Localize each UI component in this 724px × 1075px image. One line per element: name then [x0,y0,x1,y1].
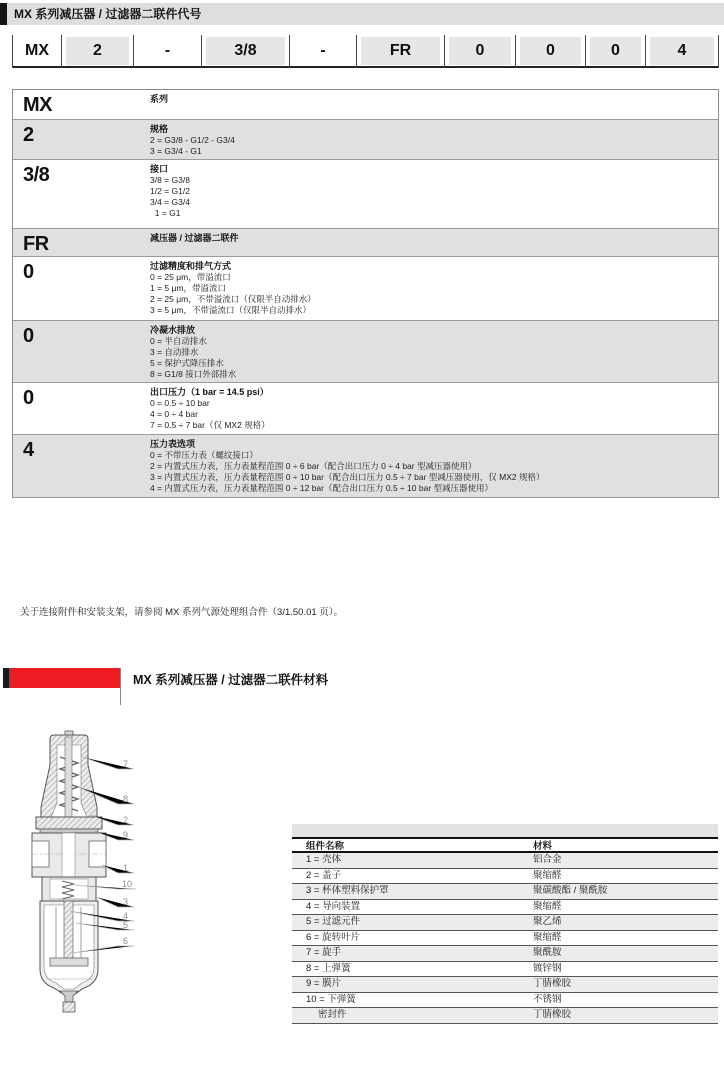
technical-drawing [10,725,160,1015]
drawing-callout: 10 [122,879,133,889]
material-name: 2 = 盖子 [306,869,342,881]
code-title: 出口压力（1 bar = 14.5 psi） [150,387,269,397]
materials-row [292,962,718,978]
order-code-cell [12,35,62,68]
code-option: 1 = 5 μm，带溢流口 [150,283,226,293]
code-value: 0 [23,261,34,283]
materials-header-name: 组件名称 [306,841,345,852]
materials-header-material: 材料 [533,841,553,852]
section-divider-line [120,668,121,705]
code-option: 2 = G3/8 - G1/2 - G3/4 [150,135,235,145]
code-option: 3/8 = G3/8 [150,175,190,185]
code-value: 0 [23,325,34,347]
code-option: 4 = 内置式压力表，压力表量程范围 0 ÷ 12 bar（配合出口压力 0.5 ÷ 10 bar 型减压器使用） [150,483,494,493]
order-code-box [206,37,285,65]
materials-row [292,853,718,869]
code-description [148,383,718,434]
material-value: 聚缩醛 [533,900,562,912]
code-option: 0 = 不带压力表（螺纹接口） [150,450,258,460]
order-code-box [449,37,511,65]
code-row [13,120,718,160]
materials-row [292,884,718,900]
material-value: 聚酰胺 [533,947,562,958]
material-value: 聚乙烯 [533,916,562,927]
material-name: 8 = 上弹簧 [306,962,351,974]
code-row [13,383,718,435]
note-text: 关于连接附件和安装支架，请参阅 MX 系列气源处理组合件（3/1.50.01 页）。 [20,607,344,618]
material-value: 铝合金 [533,854,562,865]
code-value: FR [23,233,49,255]
material-value: 不锈钢 [533,993,562,1005]
code-row [13,321,718,383]
order-code-cell [445,35,516,68]
drawing-callout: 3 [123,897,129,907]
order-code-value: MX [25,42,49,59]
code-option: 0 = 0.5 ÷ 10 bar [150,398,210,408]
code-row [13,435,718,498]
materials-row [292,993,718,1009]
code-option: 3 = G3/4 - G1 [150,146,202,156]
order-code-cell [646,35,719,68]
material-value: 聚缩醛 [533,869,562,881]
code-option: 4 = 0 ÷ 4 bar [150,409,198,419]
order-code-cell [290,35,357,68]
code-option: 0 = 25 μm，带溢流口 [150,272,231,282]
code-option: 2 = 25 μm，不带溢流口（仅限半自动排水） [150,294,316,304]
code-option: 3 = 内置式压力表，压力表量程范围 0 ÷ 10 bar（配合出口压力 0.5 ÷ 7 bar 型减压器使用，仅 MX2 规格） [150,472,545,482]
code-value: MX [23,94,52,116]
order-code-value: 0 [546,42,555,59]
code-option: 2 = 内置式压力表，压力表量程范围 0 ÷ 6 bar（配合出口压力 0 ÷ 4 bar 型减压器使用） [150,461,477,471]
materials-row [292,931,718,947]
materials-row [292,915,718,931]
order-code-value: 0 [611,42,620,59]
code-option: 7 = 0.5 ÷ 7 bar（仅 MX2 规格） [150,420,270,430]
materials-row [292,946,718,962]
adjust-stem [65,737,72,819]
order-code-value: - [320,42,326,59]
order-code-box [590,37,641,65]
page-title: MX 系列减压器 / 过滤器二联件代号 [14,7,202,21]
code-option: 3 = 5 μm，不带溢流口（仅限半自动排水） [150,305,311,315]
code-option: 8 = G1/8 接口外部排水 [150,369,237,379]
material-name: 7 = 旋手 [306,947,342,958]
code-value: 3/8 [23,164,50,186]
order-code-cell [134,35,202,68]
order-code-box [66,37,129,65]
code-option: 3 = 自动排水 [150,347,199,357]
materials-table-top-strip [292,824,718,837]
order-code-value: - [164,42,171,59]
material-name: 10 = 下弹簧 [306,993,356,1005]
order-code-row [12,35,719,68]
drawing-callout: 7 [123,759,129,769]
code-row [13,160,718,229]
code-description [148,90,718,119]
order-code-cell [357,35,445,68]
materials-row [292,977,718,993]
material-value: 镀锌钢 [533,962,562,974]
code-title: 压力表选项 [150,439,196,449]
material-name: 3 = 杯体塑料保护罩 [306,885,389,896]
drawing-callout: 4 [123,911,129,921]
code-title: 冷凝水排放 [150,325,196,335]
code-option: 5 = 保护式降压排水 [150,358,224,368]
material-value: 丁腈橡胶 [533,1009,572,1020]
order-code-value: 3/8 [234,42,257,59]
drawing-callout: 1 [123,863,129,873]
code-title: 减压器 / 过滤器二联件 [150,233,239,243]
material-value: 聚缩醛 [533,931,562,943]
code-description [148,435,718,497]
material-name: 1 = 壳体 [306,854,342,865]
header-bar [0,3,724,25]
drawing-callout: 6 [123,936,129,946]
drawing-callout: 9 [123,830,129,840]
code-title: 系列 [150,94,169,104]
code-option: 1 = G1 [150,208,181,218]
code-description [148,120,718,159]
materials-table [292,824,718,1024]
baffle [50,958,88,966]
code-description [148,229,718,256]
order-code-cell [62,35,134,68]
drain-cap [60,991,78,1002]
code-title: 接口 [150,164,169,174]
code-option: 3/4 = G3/4 [150,197,190,207]
order-code-cell [202,35,290,68]
materials-row [292,1008,718,1024]
order-code-box [138,37,197,65]
code-value: 4 [23,439,34,461]
order-code-value: FR [389,42,412,59]
code-title: 过滤精度和排气方式 [150,261,232,271]
material-name: 9 = 膜片 [306,978,342,989]
order-code-value: 0 [475,42,485,59]
drain-outlet [63,1002,75,1012]
center-passage [62,833,75,877]
order-code-box [294,37,352,65]
code-description [148,321,718,382]
code-option: 0 = 半自动排水 [150,336,207,346]
code-row [13,257,718,321]
materials-rows [292,853,718,1024]
drawing-callout: 8 [123,794,129,804]
callout-numbers [122,759,132,946]
header-accent-bar [0,3,7,25]
order-code-value: 4 [677,42,687,59]
material-name: 4 = 导向装置 [306,900,361,912]
code-row [13,229,718,257]
materials-header [292,837,718,853]
code-title: 规格 [150,124,169,134]
material-name: 6 = 旋转叶片 [306,931,361,943]
material-name: 密封件 [318,1009,347,1020]
guide-stem [64,901,73,958]
code-explanation-table [12,89,719,498]
diaphragm [40,829,98,833]
section-title: MX 系列减压器 / 过滤器二联件材料 [133,673,329,687]
material-value: 丁腈橡胶 [533,978,572,989]
materials-row [292,869,718,885]
materials-row [292,900,718,916]
drawing-callout: 2 [123,815,129,825]
section-accent-red [9,668,120,688]
order-code-box [361,37,440,65]
order-code-box [650,37,714,65]
order-code-value: 2 [93,42,102,59]
code-description [148,257,718,320]
code-value: 2 [23,124,34,146]
cover [36,817,102,829]
material-value: 聚碳酸酯 / 聚酰胺 [533,885,608,896]
code-row [13,90,718,120]
drawing-callout: 5 [123,920,129,930]
code-description [148,160,718,228]
order-code-cell [586,35,646,68]
order-code-cell [516,35,586,68]
order-code-box [520,37,581,65]
code-value: 0 [23,387,34,409]
order-code-box [17,37,57,65]
material-name: 5 = 过滤元件 [306,916,361,927]
code-option: 1/2 = G1/2 [150,186,190,196]
